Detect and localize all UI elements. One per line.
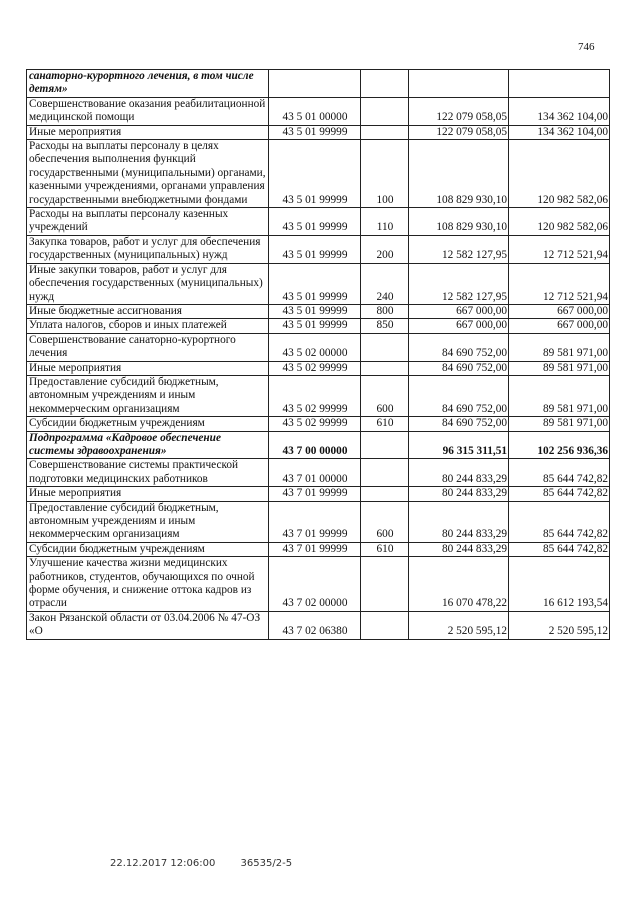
row-amount-year1: 122 079 058,05 <box>409 125 509 139</box>
row-name: Подпрограмма «Кадровое обеспечение системы здравоохранения» <box>27 431 269 459</box>
row-code: 43 5 01 99999 <box>269 304 361 318</box>
row-expense-type: 240 <box>361 263 409 304</box>
row-amount-year2: 12 712 521,94 <box>509 235 610 263</box>
table-row <box>27 557 610 612</box>
row-name: Закупка товаров, работ и услуг для обеспечения государственных (муниципальных) нужд <box>27 235 269 263</box>
row-name: Совершенствование оказания реабилитационной медицинской помощи <box>27 97 269 125</box>
row-expense-type <box>361 431 409 459</box>
row-amount-year1: 84 690 752,00 <box>409 417 509 431</box>
row-expense-type: 610 <box>361 417 409 431</box>
row-amount-year2: 102 256 936,36 <box>509 431 610 459</box>
row-code: 43 7 01 99999 <box>269 542 361 556</box>
row-name: Улучшение качества жизни медицинских работников, студентов, обучающихся по очной форме обучения, и снижение оттока кадров из отрасли <box>27 557 269 612</box>
row-code: 43 7 01 00000 <box>269 459 361 487</box>
row-expense-type: 110 <box>361 208 409 236</box>
row-expense-type: 850 <box>361 319 409 333</box>
row-amount-year1: 96 315 311,51 <box>409 431 509 459</box>
row-amount-year2: 89 581 971,00 <box>509 375 610 416</box>
row-amount-year2: 89 581 971,00 <box>509 333 610 361</box>
row-expense-type <box>361 557 409 612</box>
row-expense-type <box>361 70 409 98</box>
table-row <box>27 459 610 487</box>
row-amount-year1: 2 520 595,12 <box>409 611 509 639</box>
row-code: 43 7 01 99999 <box>269 487 361 501</box>
row-amount-year1: 84 690 752,00 <box>409 375 509 416</box>
footer <box>110 858 314 869</box>
row-expense-type <box>361 611 409 639</box>
table-row <box>27 140 610 208</box>
page-number: 746 <box>578 41 595 53</box>
row-amount-year2: 85 644 742,82 <box>509 501 610 542</box>
row-amount-year1: 80 244 833,29 <box>409 501 509 542</box>
row-amount-year1: 667 000,00 <box>409 304 509 318</box>
row-amount-year2: 12 712 521,94 <box>509 263 610 304</box>
row-amount-year1: 80 244 833,29 <box>409 487 509 501</box>
row-amount-year2: 85 644 742,82 <box>509 487 610 501</box>
table-row <box>27 235 610 263</box>
row-name: Уплата налогов, сборов и иных платежей <box>27 319 269 333</box>
row-expense-type: 600 <box>361 501 409 542</box>
row-name: Иные бюджетные ассигнования <box>27 304 269 318</box>
table-row <box>27 361 610 375</box>
table-row <box>27 208 610 236</box>
table-row <box>27 375 610 416</box>
row-name: Иные мероприятия <box>27 487 269 501</box>
row-name: Иные мероприятия <box>27 361 269 375</box>
row-name: Предоставление субсидий бюджетным, автономным учреждениям и иным некоммерческим организациям <box>27 375 269 416</box>
row-expense-type <box>361 97 409 125</box>
row-amount-year1: 84 690 752,00 <box>409 333 509 361</box>
table-row <box>27 70 610 98</box>
row-code: 43 5 01 99999 <box>269 140 361 208</box>
row-amount-year2: 667 000,00 <box>509 304 610 318</box>
row-amount-year1: 16 070 478,22 <box>409 557 509 612</box>
table-row <box>27 501 610 542</box>
table-row <box>27 417 610 431</box>
table-row <box>27 319 610 333</box>
row-code: 43 5 01 99999 <box>269 125 361 139</box>
table-row <box>27 263 610 304</box>
table-row <box>27 97 610 125</box>
row-code: 43 7 00 00000 <box>269 431 361 459</box>
row-code: 43 7 02 06380 <box>269 611 361 639</box>
table-row <box>27 125 610 139</box>
row-name: санаторно-курортного лечения, в том числе детям» <box>27 70 269 98</box>
row-expense-type: 200 <box>361 235 409 263</box>
row-name: Иные мероприятия <box>27 125 269 139</box>
row-expense-type: 100 <box>361 140 409 208</box>
row-amount-year2: 89 581 971,00 <box>509 417 610 431</box>
row-expense-type <box>361 333 409 361</box>
row-amount-year2: 134 362 104,00 <box>509 125 610 139</box>
row-code: 43 5 02 00000 <box>269 333 361 361</box>
row-code: 43 7 02 00000 <box>269 557 361 612</box>
row-expense-type: 800 <box>361 304 409 318</box>
row-amount-year2: 120 982 582,06 <box>509 140 610 208</box>
table-row <box>27 431 610 459</box>
row-name: Совершенствование санаторно-курортного лечения <box>27 333 269 361</box>
row-amount-year1: 667 000,00 <box>409 319 509 333</box>
row-amount-year2: 16 612 193,54 <box>509 557 610 612</box>
row-code: 43 5 01 99999 <box>269 208 361 236</box>
row-code <box>269 70 361 98</box>
row-expense-type <box>361 459 409 487</box>
row-amount-year2: 2 520 595,12 <box>509 611 610 639</box>
budget-table-body <box>27 70 610 640</box>
row-amount-year2: 120 982 582,06 <box>509 208 610 236</box>
row-amount-year1: 80 244 833,29 <box>409 459 509 487</box>
row-amount-year1: 12 582 127,95 <box>409 263 509 304</box>
row-expense-type: 600 <box>361 375 409 416</box>
row-code: 43 5 01 99999 <box>269 235 361 263</box>
row-name: Расходы на выплаты персоналу казенных учреждений <box>27 208 269 236</box>
row-amount-year2: 667 000,00 <box>509 319 610 333</box>
row-code: 43 5 02 99999 <box>269 417 361 431</box>
row-name: Расходы на выплаты персоналу в целях обеспечения выполнения функций государственными (муниципальными) органами, казенными учреждениями, органами управления государственными внебюджетными фондами <box>27 140 269 208</box>
table-row <box>27 304 610 318</box>
row-expense-type: 610 <box>361 542 409 556</box>
row-name: Закон Рязанской области от 03.04.2006 № 47-ОЗ «О <box>27 611 269 639</box>
row-expense-type <box>361 361 409 375</box>
row-amount-year2: 85 644 742,82 <box>509 542 610 556</box>
row-amount-year1: 84 690 752,00 <box>409 361 509 375</box>
row-name: Предоставление субсидий бюджетным, автономным учреждениям и иным некоммерческим организациям <box>27 501 269 542</box>
table-row <box>27 333 610 361</box>
table-row <box>27 611 610 639</box>
row-amount-year1: 80 244 833,29 <box>409 542 509 556</box>
row-code: 43 5 01 99999 <box>269 263 361 304</box>
row-name: Иные закупки товаров, работ и услуг для обеспечения государственных (муниципальных) нужд <box>27 263 269 304</box>
table-row <box>27 487 610 501</box>
footer-doc-id: 36535/2-5 <box>240 858 293 869</box>
row-amount-year1: 122 079 058,05 <box>409 97 509 125</box>
row-expense-type <box>361 125 409 139</box>
row-code: 43 7 01 99999 <box>269 501 361 542</box>
row-amount-year2: 89 581 971,00 <box>509 361 610 375</box>
row-amount-year1: 12 582 127,95 <box>409 235 509 263</box>
row-amount-year2: 85 644 742,82 <box>509 459 610 487</box>
row-expense-type <box>361 487 409 501</box>
budget-table <box>26 69 610 640</box>
footer-datetime: 22.12.2017 12:06:00 <box>110 858 216 869</box>
row-code: 43 5 02 99999 <box>269 375 361 416</box>
row-amount-year1: 108 829 930,10 <box>409 208 509 236</box>
table-row <box>27 542 610 556</box>
row-name: Совершенствование системы практической подготовки медицинских работников <box>27 459 269 487</box>
row-name: Субсидии бюджетным учреждениям <box>27 417 269 431</box>
row-amount-year2: 134 362 104,00 <box>509 97 610 125</box>
row-code: 43 5 02 99999 <box>269 361 361 375</box>
row-code: 43 5 01 99999 <box>269 319 361 333</box>
row-name: Субсидии бюджетным учреждениям <box>27 542 269 556</box>
row-code: 43 5 01 00000 <box>269 97 361 125</box>
row-amount-year1: 108 829 930,10 <box>409 140 509 208</box>
row-amount-year2 <box>509 70 610 98</box>
row-amount-year1 <box>409 70 509 98</box>
